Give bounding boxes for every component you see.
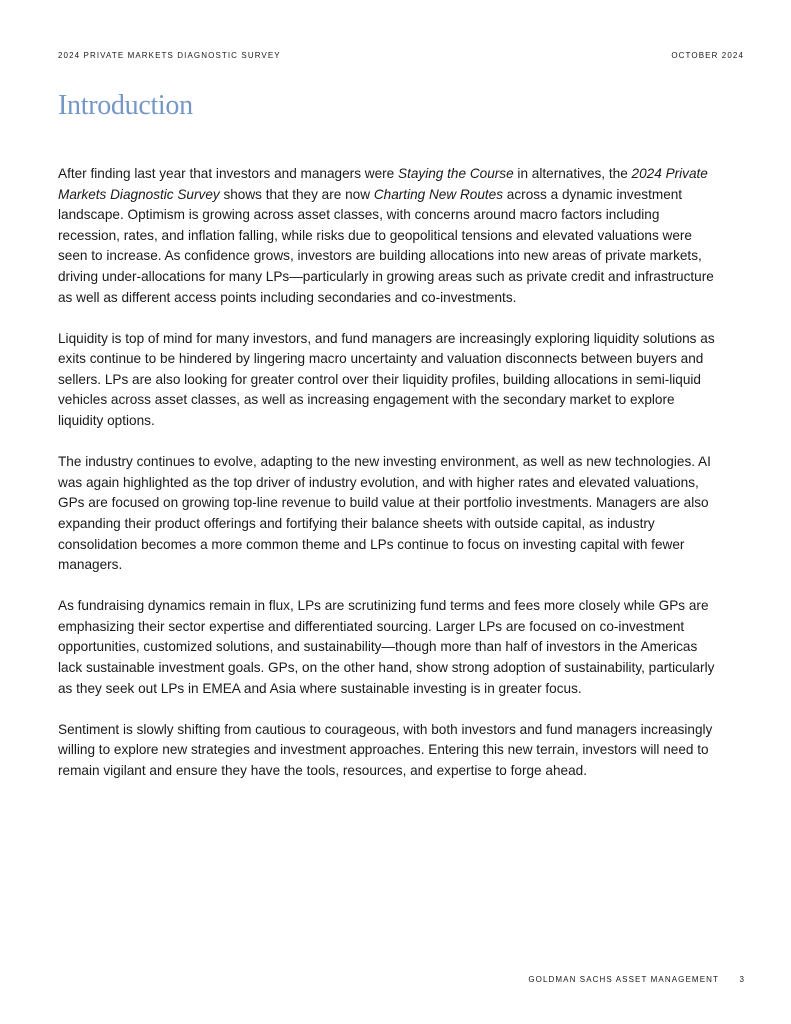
paragraph-1-emphasis-charting-new-routes: Charting New Routes [373,186,504,202]
header-date: OCTOBER 2024 [671,51,744,60]
body-text [58,164,718,802]
paragraph-2: Liquidity is top of mind for many investors, and fund managers are increasingly exploring liquidity solutions as exits continue to be hindered by lingering macro uncertainty and valuation disconnects between buyers and sellers. LPs are also looking for greater control over their liquidity profiles, building allocations in semi-liquid vehicles across asset classes, as well as increasing engagement with the secondary market to explore liquidity options. [58,330,715,429]
paragraph-1-part-c: in alternatives, the [513,166,632,181]
footer-company-name: GOLDMAN SACHS ASSET MANAGEMENT [528,975,719,984]
paragraph-5: Sentiment is slowly shifting from cautious to courageous, with both investors and fund managers increasingly willing to explore new strategies and investment approaches. Entering this new terrain, investors will need to remain vigilant and ensure they have the tools, resources, and expertise to forge ahead. [58,721,713,778]
paragraph-1 [58,164,718,308]
paragraph-1-emphasis-staying-the-course: Staying the Course [398,166,514,181]
footer-page-number: 3 [739,975,744,984]
paragraph-3: The industry continues to evolve, adapting to the new investing environment, as well as new technologies. AI was again highlighted as the top driver of industry evolution, and with higher rates and elevated valuations, GPs are focused on growing top-line revenue to build value at their portfolio investments. Managers are also expanding their product offerings and fortifying their balance sheets with outside capital, as industry consolidation becomes a more common theme and LPs continue to focus on investing capital with fewer managers. [58,454,711,573]
paragraph-1-part-e: shows that they are now [219,186,374,202]
paragraph-1-part-a: After finding last year that investors and managers were [58,166,399,181]
header-survey-title: 2024 PRIVATE MARKETS DIAGNOSTIC SURVEY [58,51,281,60]
paragraph-4: As fundraising dynamics remain in flux, LPs are scrutinizing fund terms and fees more closely while GPs are emphasizing their sector expertise and differentiated sourcing. Larger LPs are focused on co-investment opportunities, customized solutions, and sustainability—though more than half of investors in the Americas lack sustainable investment goals. GPs, on the other hand, show strong adoption of sustainability, particularly as they seek out LPs in EMEA and Asia where sustainable investing is in greater focus. [58,598,715,696]
paragraph-1-emphasis-survey-name: 2024 Private Markets Diagnostic Survey [58,166,708,202]
paragraph-1-part-g: across a dynamic investment landscape. Optimism is growing across asset classes, with concerns around macro factors including recession, rates, and inflation falling, while risks due to geopolitical tensions and elevated valuations were seen to increase. As confidence grows, investors are building allocations into new areas of private markets, driving under-allocations for many LPs—particularly in growing areas such as private credit and infrastructure as well as different access points including secondaries and co-investments. [58,186,714,305]
page-title: Introduction [58,90,193,121]
